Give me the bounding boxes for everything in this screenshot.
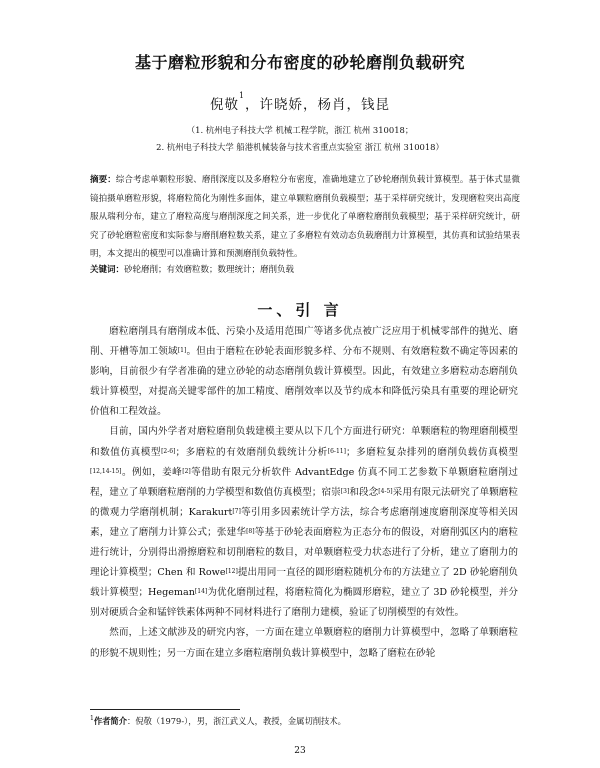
footnote [90,715,346,727]
paper-title: 基于磨粒形貌和分布密度的砂轮磨削负载研究 [134,53,465,72]
section-heading: 一、引 言 [257,301,343,319]
paragraph-text: 。但由于磨粒在砂轮表面形貌多样、分布不规则、有效磨粒数不确定等因素的影响，目前很少有学者准确的建立砂轮的动态磨削负载计算模型。因此，有效建立多磨粒动态磨削负载计算模型，对提高关键零部件的加工精度、磨削效率以及节约成本和降低污染具有重要的理论研究价值和工程效益。 [90,346,519,418]
citation-ref: [14] [194,588,208,596]
page-number: 23 [294,746,306,756]
author-name: 倪敬 [209,97,239,113]
body-paragraph [90,322,518,422]
paragraph-text: 采用有限元法研究了单颗磨粒的微观力学磨削机制；Karakurt [90,486,519,518]
citation-ref: [2-6] [161,447,176,455]
body-text [90,322,518,664]
paragraph-text: ；多磨粒复杂排列的磨削负载仿真模型 [345,446,519,458]
footnote-mark: 1 [90,715,94,722]
affiliation-1: （1. 杭州电子科技大学 机械工程学院，浙江 杭州 310018； [186,125,414,135]
author-name: 钱昆 [361,97,391,113]
paragraph-text: 目前，国内外学者对磨粒磨削负载建模主要从以下几个方面进行研究：单颗磨粒的物理磨削模型和数值仿真模型 [90,426,518,458]
paragraph-text: 提出用同一直径的圆形磨粒随机分布的方法建立了 2D 砂轮磨削负载计算模型；Hegeman [90,567,518,599]
paragraph-text: 等借助有限元分析软件 AdvantEdge 仿真不同工艺参数下单颗磨粒磨削过程，建立了单颗磨粒磨削的力学模型和数值仿真模型；宿崇 [90,466,519,498]
author-name: 许晓娇 [259,97,304,113]
body-paragraph [90,623,518,663]
paragraph-text: 和段念 [349,486,379,498]
citation-ref: [3] [340,487,350,495]
paragraph-text: 然而，上述文献涉及的研究内容，一方面在建立单颗磨粒的磨削力计算模型中，忽略了单颗磨粒的形貌不规则性；另一方面在建立多磨粒磨削负载计算模型中，忽略了磨粒在砂轮 [90,627,518,659]
author-separator: ， [303,97,318,113]
affiliation-2: 2. 杭州电子科技大学 船港机械装备与技术省重点实验室 浙江 杭州 310018） [156,142,444,152]
abstract [90,171,520,264]
abstract-text: 综合考虑单颗粒形貌、磨削深度以及多磨粒分布密度，准确地建立了砂轮磨削负载计算模型。基于体式显微镜拍摄单磨粒形貌，将磨粒简化为刚性多面体，建立单颗粒磨削负载模型；基于采样研究统计，发现磨粒突出高度服从瑞利分布，建立了磨粒高度与磨削深度之间关系，进一步优化了单磨粒磨削负载模型；基于采样研究统计，研究了砂轮磨粒密度和实际参与磨削磨粒数关系，建立了多磨粒有效动态负载磨削力计算模型，其仿真和试验结果表明，本文提出的模型可以准确计算和预测磨削负载特性。 [90,175,520,260]
citation-ref: [8] [246,527,255,535]
citation-ref: [4-5] [378,487,393,495]
footnote-label: 作者简介 [93,716,128,726]
citation-ref: [2] [182,467,191,475]
keywords-text: 砂轮磨削；有效磨粒数；数理统计；磨削负载 [124,265,295,275]
keywords-label: 关键词： [90,265,125,275]
footnote-text: ：倪敬（1979-），男，浙江武义人，教授，金属切削技术。 [127,716,346,726]
author-separator: ， [245,97,260,113]
author-affil-mark: 1 [238,91,246,100]
keywords [90,263,520,275]
body-paragraph [90,422,518,623]
author-separator: ， [346,97,362,113]
author-name: 杨肖 [317,97,347,113]
citation-ref: [6-11] [327,447,346,455]
abstract-label: 摘要： [90,175,116,185]
paragraph-text: 为优化磨削过程，将磨粒简化为椭圆形磨粒，建立了 3D 砂轮模型，并分别对硬质合金和锰锌铁素体两种不同材料进行了磨削力建模，验证了切削模型的有效性。 [90,587,518,619]
citation-ref: [7] [232,507,241,515]
paragraph-text: 。例如，姜峰 [121,466,183,478]
citation-ref: [1] [177,347,187,355]
paragraph-text: 等基于砂轮表面磨粒为正态分布的假设，对磨削弧区内的磨粒进行统计，分别得出滑擦磨粒和切削磨粒的数目，对单颗磨粒受力状态进行了分析，建立了磨削力的理论计算模型；Chen 和 Rowe [90,526,518,579]
footnote-divider [90,709,240,710]
paragraph-text: 等引用多因素统计学方法，综合考虑磨削速度磨削深度等相关因素，建立了磨削力计算公式；张建华 [90,506,518,538]
paragraph-text: 磨粒磨削具有磨削成本低、污染小及适用范围广等诸多优点被广泛应用于机械零部件的抛光、磨削、开槽等加工领域 [90,326,518,358]
paragraph-text: ；多磨粒的有效磨削负载统计分析 [175,446,328,458]
author-list [0,93,600,113]
citation-ref: [12] [225,568,238,576]
citation-ref: [12,14-15] [90,467,122,475]
